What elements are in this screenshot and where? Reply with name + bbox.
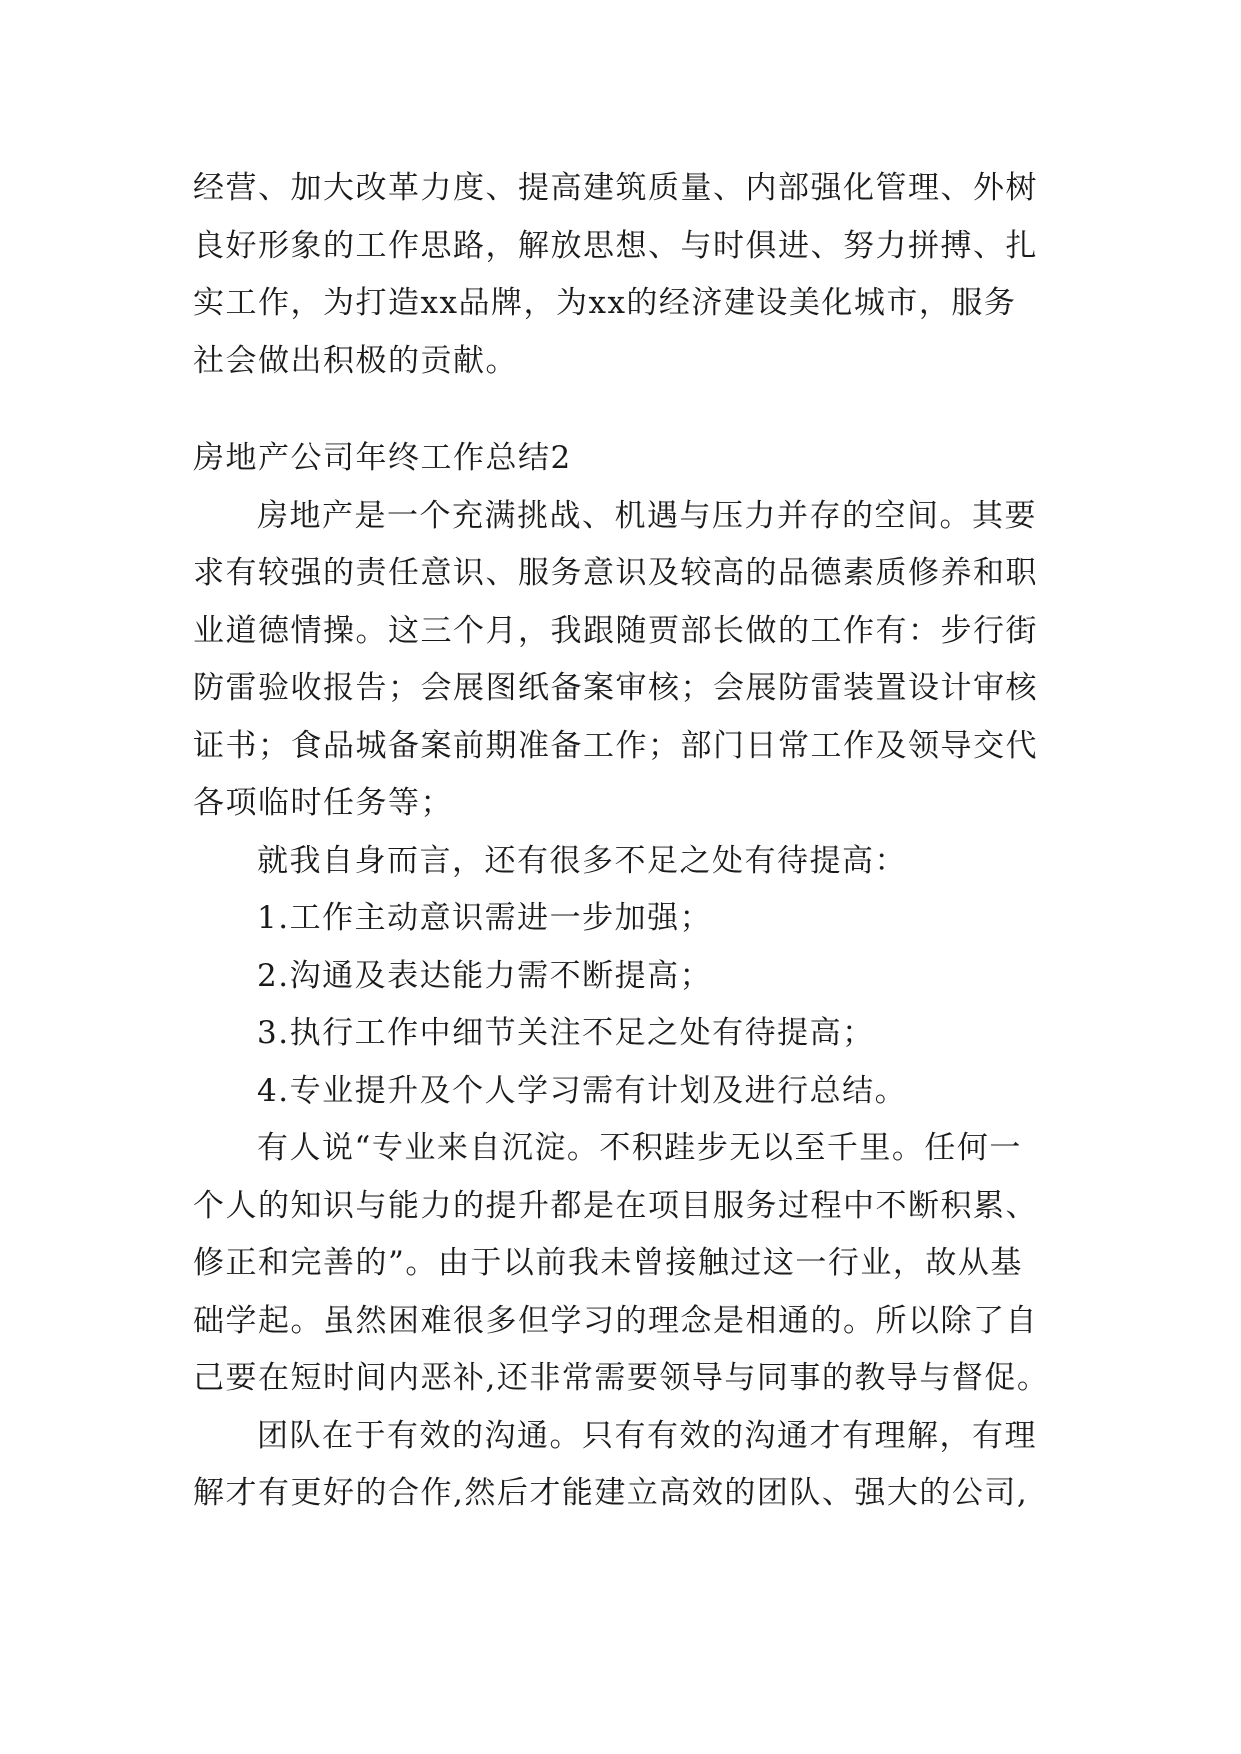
- text-line: 个人的知识与能力的提升都是在项目服务过程中不断积累、: [193, 1187, 1038, 1224]
- text-line: 各项临时任务等；: [193, 785, 453, 821]
- text-line: 经营、加大改革力度、提高建筑质量、内部强化管理、外树: [193, 170, 1038, 206]
- shortcomings-list: [193, 890, 1063, 1120]
- list-item: 1.工作主动意识需进一步加强；: [257, 900, 713, 936]
- paragraph-spacer: [193, 390, 1063, 430]
- text-line: 己要在短时间内恶补,还非常需要领导与同事的教导与督促。: [193, 1360, 1050, 1396]
- text-line: 房地产是一个充满挑战、机遇与压力并存的空间。其要: [257, 497, 1037, 534]
- paragraph-3: [193, 1408, 1063, 1523]
- section-title: 房地产公司年终工作总结2: [193, 440, 572, 476]
- text-line: 业道德情操。这三个月，我跟随贾部长做的工作有：步行街: [193, 612, 1038, 649]
- text-line: 修正和完善的”。由于以前我未曾接触过这一行业，故从基: [193, 1245, 1023, 1281]
- text-line: 证书；食品城备案前期准备工作；部门日常工作及领导交代: [193, 727, 1038, 764]
- paragraph-2: [193, 1120, 1063, 1408]
- text-line: 团队在于有效的沟通。只有有效的沟通才有理解，有理: [257, 1417, 1037, 1454]
- text-line: 础学起。虽然困难很多但学习的理念是相通的。所以除了自: [193, 1302, 1038, 1339]
- document-body: [193, 160, 1063, 1523]
- list-item: 4.专业提升及个人学习需有计划及进行总结。: [257, 1072, 908, 1109]
- text-line: 社会做出积极的贡献。: [193, 342, 518, 379]
- text-line: 解才有更好的合作,然后才能建立高效的团队、强大的公司,: [193, 1475, 1029, 1511]
- intro-paragraph: [193, 160, 1063, 390]
- text-line: 有人说“专业来自沉淀。不积跬步无以至千里。任何一: [257, 1130, 1022, 1166]
- text-line: 良好形象的工作思路，解放思想、与时俱进、努力拼搏、扎: [193, 227, 1038, 264]
- text-line: 求有较强的责任意识、服务意识及较高的品德素质修养和职: [193, 555, 1038, 591]
- paragraph-1: [193, 488, 1063, 833]
- text-line: 防雷验收报告；会展图纸备案审核；会展防雷装置设计审核: [193, 670, 1038, 706]
- list-item: 2.沟通及表达能力需不断提高；: [257, 957, 713, 994]
- text-line: 实工作，为打造xx品牌，为xx的经济建设美化城市，服务: [193, 285, 1017, 321]
- list-item: 3.执行工作中细节关注不足之处有待提高；: [257, 1015, 875, 1051]
- shortcomings-intro: 就我自身而言，还有很多不足之处有待提高：: [257, 842, 907, 879]
